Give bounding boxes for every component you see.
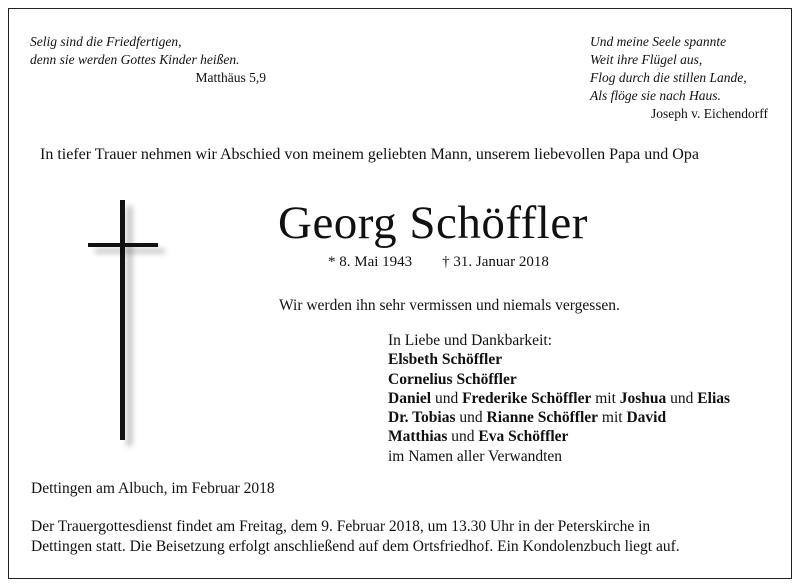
quote-line: Und meine Seele spannte xyxy=(590,34,727,49)
mourners-list xyxy=(388,331,730,466)
service-info xyxy=(31,517,680,556)
mourner-line: Dr. Tobias und Rianne Schöffler mit David xyxy=(388,409,667,427)
quote-line: Selig sind die Friedfertigen, xyxy=(30,34,182,49)
quote-line: Als flöge sie nach Haus. xyxy=(590,88,721,103)
death-date: † 31. Januar 2018 xyxy=(442,254,549,270)
quote-attribution: Matthäus 5,9 xyxy=(195,70,266,85)
quote-line: Weit ihre Flügel aus, xyxy=(590,52,703,67)
bible-quote xyxy=(30,33,266,87)
poem-quote xyxy=(590,33,768,123)
birth-date: * 8. Mai 1943 xyxy=(328,254,413,270)
place-date: Dettingen am Albuch, im Februar 2018 xyxy=(31,480,275,497)
cross-icon xyxy=(88,200,168,445)
life-dates xyxy=(328,254,549,271)
memorial-sentence: Wir werden ihn sehr vermissen und niemals vergessen. xyxy=(279,297,620,314)
service-line: Dettingen statt. Die Beisetzung erfolgt anschließend auf dem Ortsfriedhof. Ein Kondolenzbuch liegt auf. xyxy=(31,537,680,555)
mourners-heading: In Liebe und Dankbarkeit: xyxy=(388,332,552,349)
mourner-line: Elsbeth Schöffler xyxy=(388,351,503,369)
mourner-line: Cornelius Schöffler xyxy=(388,370,517,388)
mourner-line: Daniel und Frederike Schöffler mit Joshua und Elias xyxy=(388,389,731,407)
mourners-closing: im Namen aller Verwandten xyxy=(388,447,563,465)
intro-text: In tiefer Trauer nehmen wir Abschied von meinem geliebten Mann, unserem liebevollen Papa und Opa xyxy=(40,146,699,163)
quote-line: denn sie werden Gottes Kinder heißen. xyxy=(30,52,240,67)
mourner-line: Matthias und Eva Schöffler xyxy=(388,428,569,446)
deceased-name: Georg Schöffler xyxy=(278,197,588,249)
quote-line: Flog durch die stillen Lande, xyxy=(590,70,747,85)
service-line: Der Trauergottesdienst findet am Freitag, dem 9. Februar 2018, um 13.30 Uhr in der Peterskirche in xyxy=(31,518,651,535)
quote-attribution: Joseph v. Eichendorff xyxy=(651,106,768,121)
